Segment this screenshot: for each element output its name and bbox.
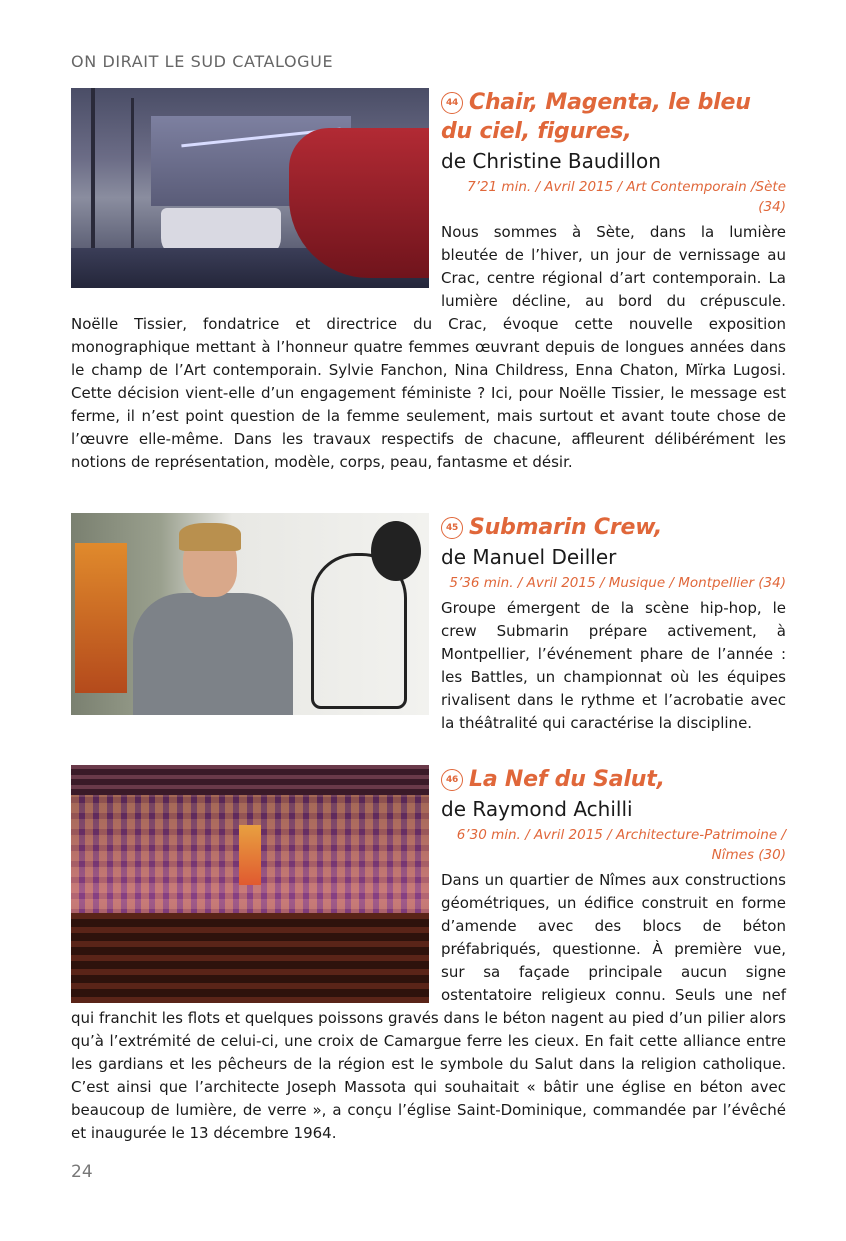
- film-author: de Christine Baudillon: [441, 149, 661, 173]
- film-entry-44: [71, 88, 786, 474]
- film-title-text: Submarin Crew,: [469, 515, 663, 540]
- film-still-hiphop: [71, 513, 429, 715]
- entry-number-badge: 45: [441, 517, 463, 539]
- film-author: de Manuel Deiller: [441, 545, 617, 569]
- film-still-church: [71, 765, 429, 1003]
- catalogue-header: ON DIRAIT LE SUD CATALOGUE: [71, 52, 334, 71]
- film-synopsis: Nous sommes à Sète, dans la lumière bleutée de l’hiver, un jour de vernissage au Crac, centre régional d’art contemporain. La lumière décline, au bord du crépuscule. Noëlle Tissier, fondatrice et directrice du Crac, évoque cette nouvelle exposition monographique mettant à l’honneur quatre femmes œuvrant depuis de longues années dans le champ de l’Art contemporain. Sylvie Fanchon, Nina Childress, Enna Chaton, Mïrka Lugosi. Cette décision vient-elle d’un engagement féministe ? Ici, pour Noëlle Tissier, le message est ferme, il n’est point question de la femme seulement, mais surtout et avant toute chose de l’œuvre elle-même. Dans les travaux respectifs de chacune, affleurent délibérément les notions de représentation, modèle, corps, peau, fantasme et désir.: [71, 223, 786, 471]
- film-meta: 6’30 min. / Avril 2015 / Architecture-Patrimoine / Nîmes (30): [456, 827, 786, 863]
- entry-number-badge: 46: [441, 769, 463, 791]
- film-author: de Raymond Achilli: [441, 797, 633, 821]
- film-meta: 7’21 min. / Avril 2015 / Art Contemporain /Sète (34): [467, 179, 786, 215]
- film-entry-45: [71, 513, 786, 735]
- film-title-text: La Nef du Salut,: [469, 767, 665, 792]
- film-still-harbour: [71, 88, 429, 288]
- film-synopsis: Dans un quartier de Nîmes aux constructions géométriques, un édifice construit en forme d’amende avec des blocs de béton préfabriqués, questionne. À première vue, sur sa façade principale aucun signe ostentatoire religieux connu. Seuls une nef qui franchit les flots et quelques poissons gravés dans le béton nagent au pied d’un pilier alors qu’à l’extrémité de celui-ci, une croix de Camargue ferre les cieux. En fait cette alliance entre les gardians et les pêcheurs de la région est le symbole du Salut dans la religion catholique. C’est ainsi que l’architecte Joseph Massota qui souhaitait « bâtir une église en béton avec beaucoup de lumière, de verre », a conçu l’église Saint-Dominique, commandée par l’évêché et inaugurée le 13 décembre 1964.: [71, 871, 786, 1142]
- page-number: 24: [71, 1162, 93, 1182]
- entry-number-badge: 44: [441, 92, 463, 114]
- film-title-text: Chair, Magenta, le bleu du ciel, figures,: [441, 90, 751, 144]
- film-meta: 5’36 min. / Avril 2015 / Musique / Montpellier (34): [449, 575, 786, 591]
- film-synopsis: Groupe émergent de la scène hip-hop, le crew Submarin prépare activement, à Montpellier, l’événement phare de l’année : les Battles, un championnat où les équipes rivalisent dans le rythme et l’acrobatie avec la théâtralité qui caractérise la discipline.: [441, 599, 786, 732]
- film-entry-46: [71, 765, 786, 1145]
